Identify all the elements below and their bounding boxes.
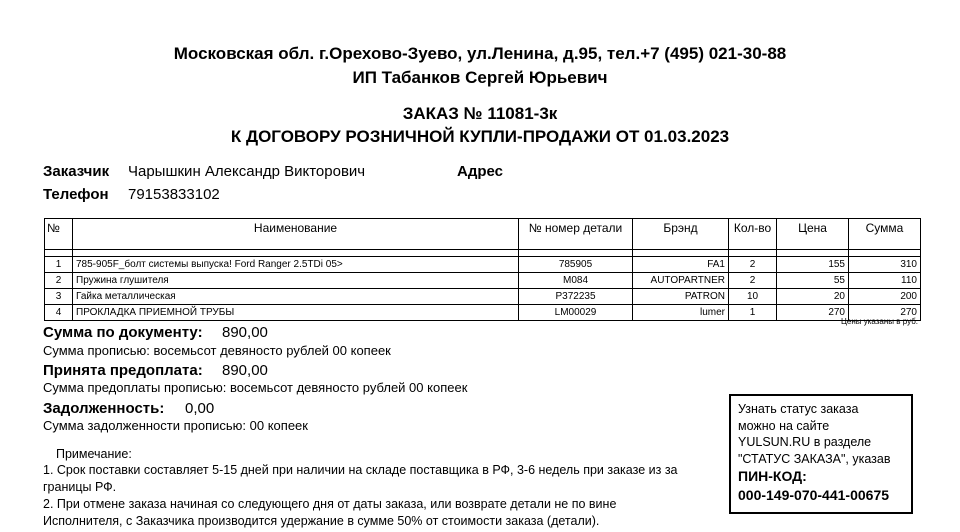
col-header-sum: Сумма: [849, 219, 921, 250]
status-box-line-2: можно на сайте: [738, 418, 830, 433]
cell-name: Пружина глушителя: [73, 273, 519, 289]
prepayment-label: Принята предоплата:: [43, 362, 203, 379]
cell-number: 4: [45, 305, 73, 321]
table-row: [45, 289, 921, 305]
shop-owner: ИП Табанков Сергей Юрьевич: [352, 68, 608, 87]
phone-value: 79153833102: [128, 186, 220, 203]
pin-code-value: 000-149-070-441-00675: [738, 487, 890, 503]
cell-part-number: M084: [519, 273, 633, 289]
status-box-line-3: YULSUN.RU в разделе: [738, 435, 872, 449]
cell-quantity: 2: [729, 257, 777, 273]
document-sum-label: Сумма по документу:: [43, 324, 203, 341]
cell-quantity: 2: [729, 273, 777, 289]
debt-value: 0,00: [185, 400, 215, 417]
cell-sum: 310: [849, 257, 921, 273]
cell-name: Гайка металлическая: [73, 289, 519, 305]
cell-brand: lumer: [633, 305, 729, 321]
cell-sum: 110: [849, 273, 921, 289]
cell-quantity: 10: [729, 289, 777, 305]
prepayment-words: Сумма предоплаты прописью: восемьсот девяносто рублей 00 копеек: [43, 380, 468, 395]
cell-number: 3: [45, 289, 73, 305]
cell-name: 785-905F_болт системы выпуска! Ford Ranger 2.5TDi 05>: [73, 257, 519, 273]
cell-name: ПРОКЛАДКА ПРИЕМНОЙ ТРУБЫ: [73, 305, 519, 321]
note-item-1-line-1: 1. Срок поставки составляет 5-15 дней при наличии на складе поставщика в РФ, 3-6 недель при заказе из за: [43, 463, 678, 477]
cell-quantity: 1: [729, 305, 777, 321]
address-label: Адрес: [457, 163, 504, 180]
col-header-quantity: Кол-во: [729, 219, 777, 250]
cell-brand: FA1: [633, 257, 729, 273]
cell-part-number: 785905: [519, 257, 633, 273]
table-row: [45, 305, 921, 321]
order-status-box: [729, 394, 913, 514]
note-item-1-line-2: границы РФ.: [43, 480, 117, 494]
cell-part-number: LM00029: [519, 305, 633, 321]
cell-number: 1: [45, 257, 73, 273]
pin-code-label: ПИН-КОД:: [738, 468, 807, 484]
col-header-price: Цена: [777, 219, 849, 250]
prepayment-value: 890,00: [222, 362, 268, 379]
table-row: [45, 257, 921, 273]
phone-label: Телефон: [43, 186, 109, 203]
cell-part-number: P372235: [519, 289, 633, 305]
prices-currency-note: Цены указаны в руб.: [840, 317, 918, 326]
note-item-2-line-2: Исполнителя, с Заказчика производится удержание в сумме 50% от стоимости заказа (детали).: [43, 514, 600, 528]
cell-brand: AUTOPARTNER: [633, 273, 729, 289]
debt-words: Сумма задолженности прописью: 00 копеек: [43, 418, 308, 433]
debt-label: Задолженность:: [43, 400, 165, 417]
customer-label: Заказчик: [43, 163, 110, 180]
shop-address: Московская обл. г.Орехово-Зуево, ул.Ленина, д.95, тел.+7 (495) 021-30-88: [173, 44, 787, 63]
cell-sum: 200: [849, 289, 921, 305]
cell-brand: PATRON: [633, 289, 729, 305]
col-header-number: №: [45, 219, 73, 250]
cell-price: 55: [777, 273, 849, 289]
col-header-part-number: № номер детали: [519, 219, 633, 250]
cell-sum: 270: [849, 305, 921, 321]
status-box-line-1: Узнать статус заказа: [738, 402, 859, 416]
document-sum-words: Сумма прописью: восемьсот девяносто рублей 00 копеек: [43, 343, 391, 358]
contract-line: К ДОГОВОРУ РОЗНИЧНОЙ КУПЛИ-ПРОДАЖИ ОТ 01.03.2023: [230, 127, 730, 146]
cell-number: 2: [45, 273, 73, 289]
status-box-line-4: "СТАТУС ЗАКАЗА", указав: [738, 451, 891, 466]
cell-price: 20: [777, 289, 849, 305]
order-items-table: [44, 218, 921, 321]
notes-title: Примечание:: [56, 447, 132, 461]
table-row: [45, 273, 921, 289]
cell-price: 270: [777, 305, 849, 321]
col-header-name: Наименование: [73, 219, 519, 250]
customer-name: Чарышкин Александр Викторович: [128, 163, 366, 180]
document-sum-value: 890,00: [222, 324, 268, 341]
order-title: ЗАКАЗ № 11081-3к: [402, 104, 558, 123]
cell-price: 155: [777, 257, 849, 273]
table-header-row: [45, 219, 921, 250]
note-item-2-line-1: 2. При отмене заказа начиная со следующего дня от даты заказа, или возврате детали не по вине: [43, 497, 617, 511]
col-header-brand: Брэнд: [633, 219, 729, 250]
